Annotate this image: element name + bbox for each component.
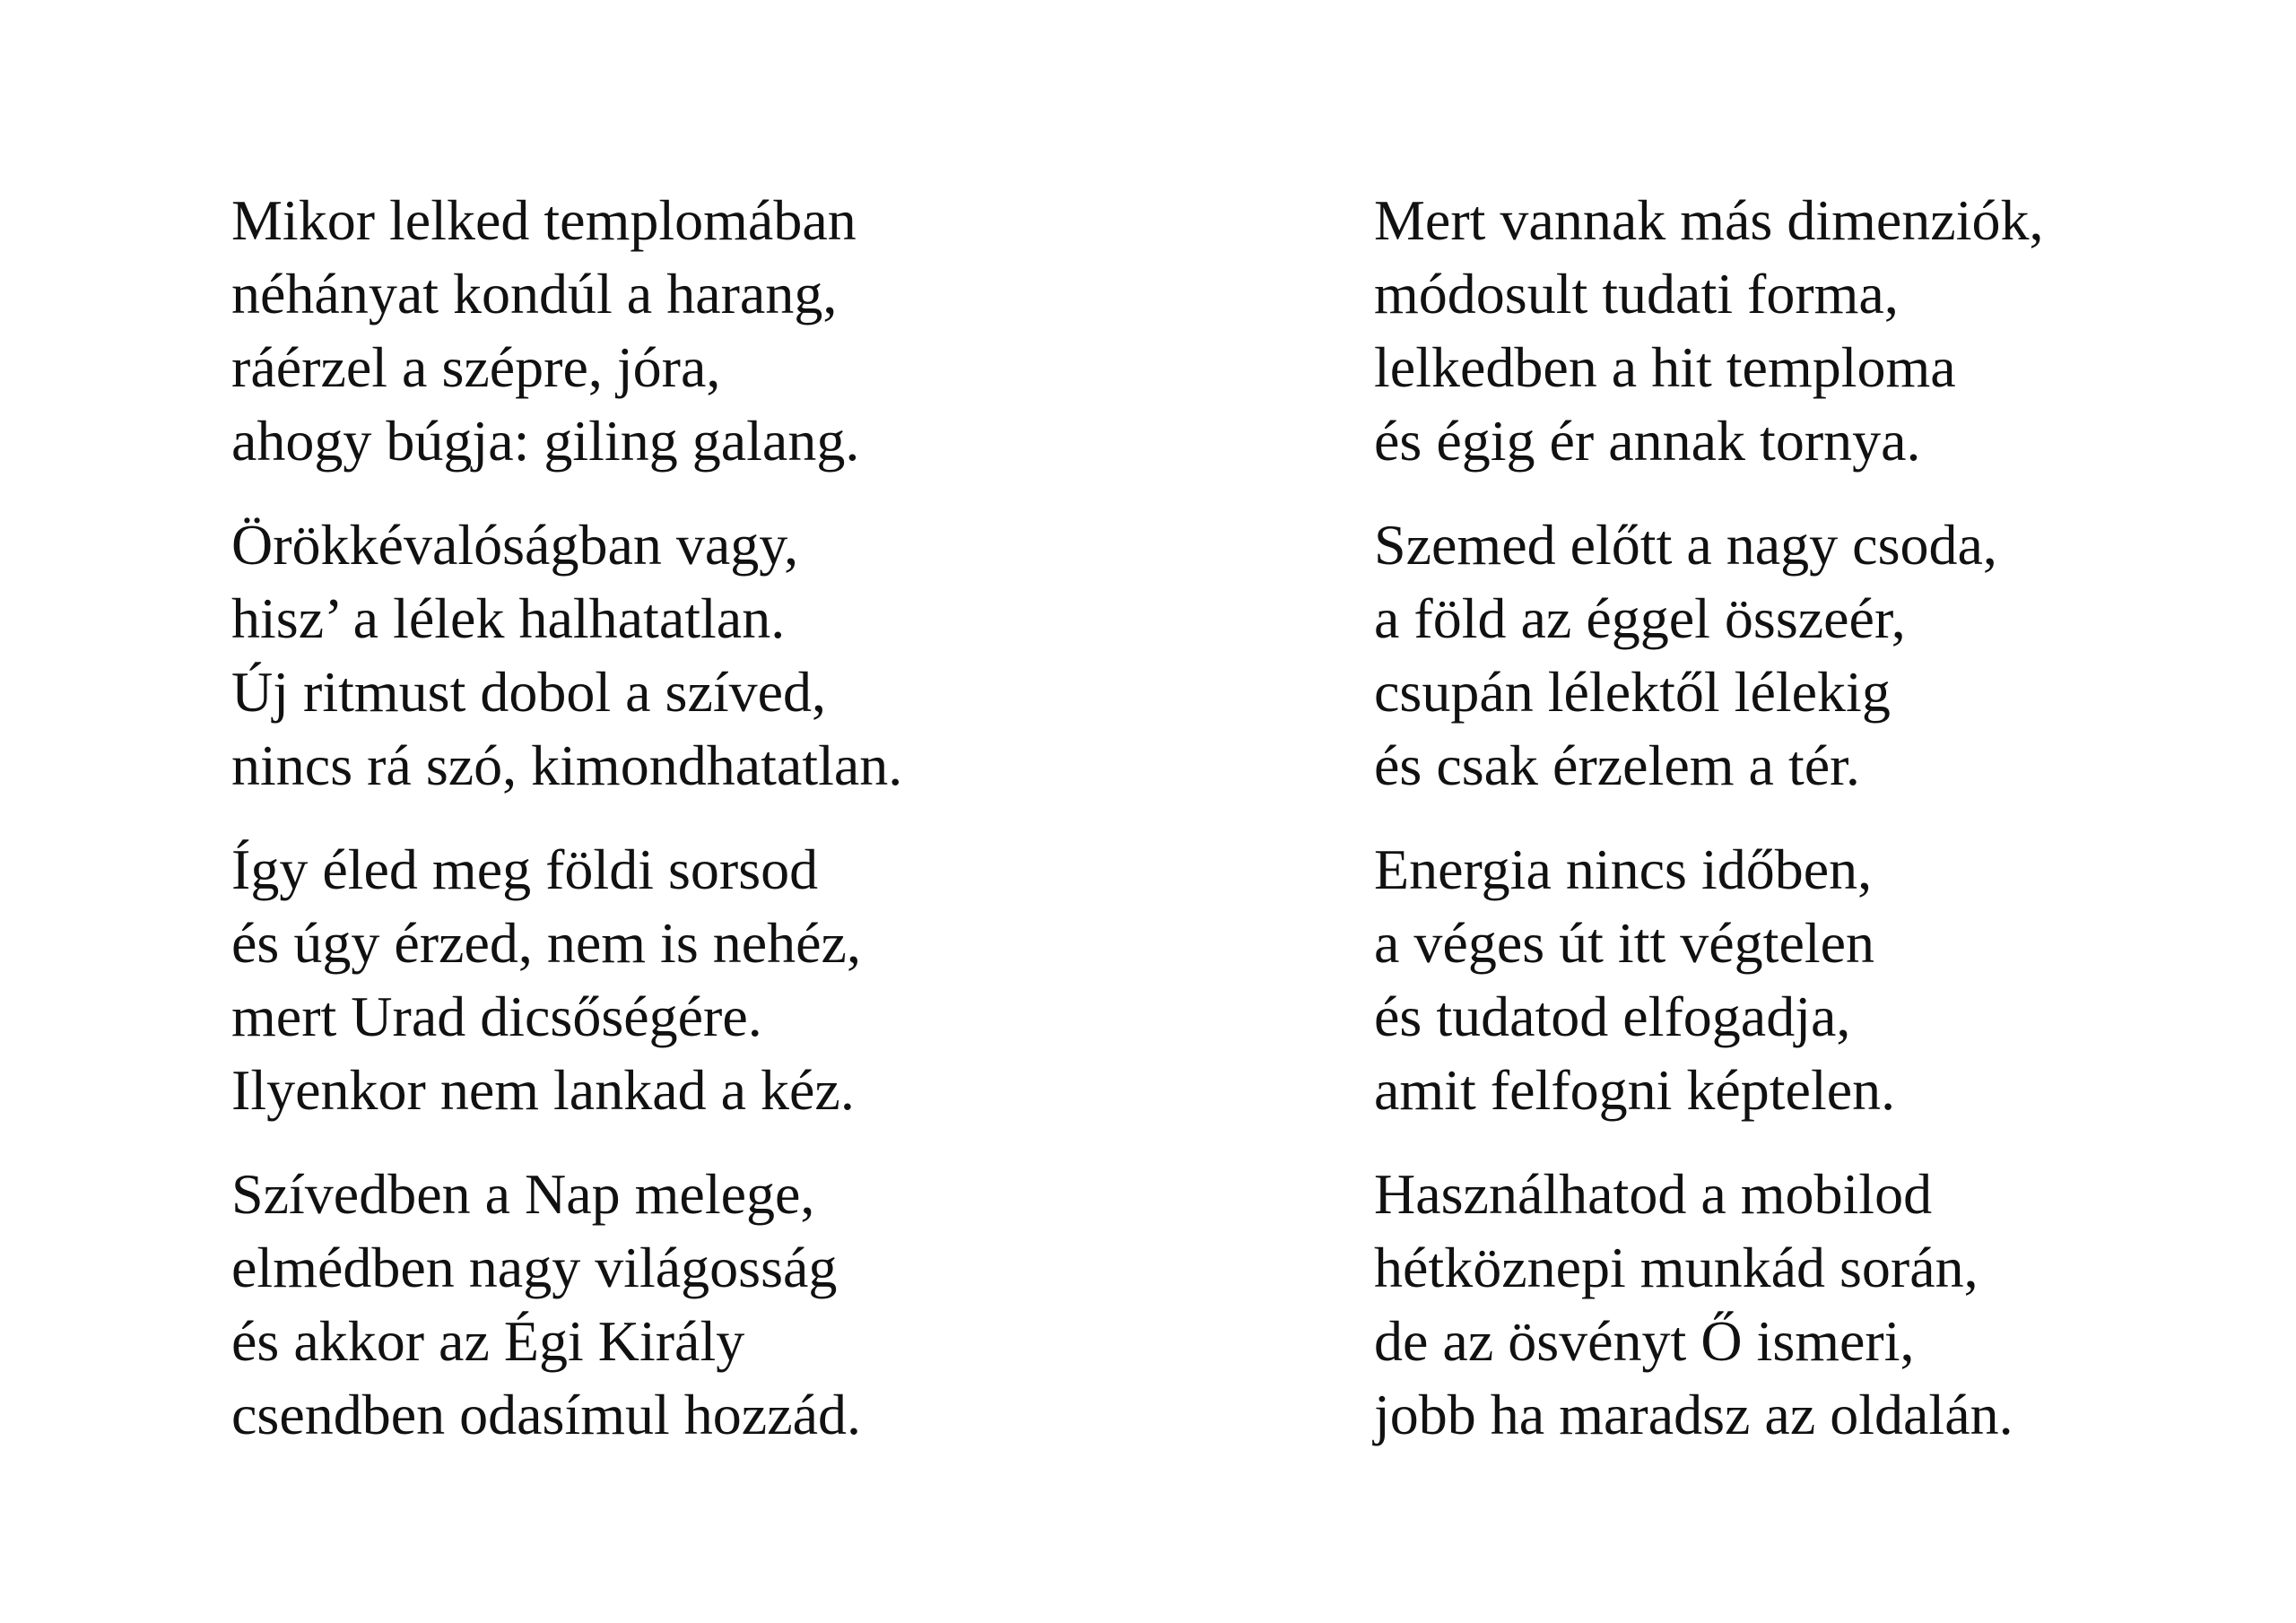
stanza-5 — [1374, 184, 2296, 478]
poem-line: ráérzel a szépre, jóra, — [231, 335, 721, 399]
poem-line: Örökkévalóságban vagy, — [231, 513, 799, 577]
poem-line: elmédben nagy világosság — [231, 1236, 838, 1299]
poem-line: Szívedben a Nap melege, — [231, 1162, 815, 1226]
poem-line: amit felfogni képtelen. — [1374, 1058, 1896, 1122]
poem-line: Mert vannak más dimenziók, — [1374, 188, 2044, 252]
stanza-8 — [1374, 1158, 2296, 1452]
poem-line: lelkedben a hit temploma — [1374, 335, 1956, 399]
poem-line: hétköznepi munkád során, — [1374, 1236, 1979, 1299]
poem-line: néhányat kondúl a harang, — [231, 262, 838, 325]
poem-line: a föld az éggel összeér, — [1374, 586, 1906, 650]
poem-line: Új ritmust dobol a szíved, — [231, 660, 827, 724]
poem-line: és tudatod elfogadja, — [1374, 985, 1851, 1048]
poem-line: Energia nincs időben, — [1374, 838, 1873, 901]
poem-line: nincs rá szó, kimondhatatlan. — [231, 733, 903, 797]
poem-line: és úgy érzed, nem is nehéz, — [231, 911, 861, 975]
poem-line: és égig ér annak tornya. — [1374, 409, 1921, 473]
stanza-3 — [231, 833, 1218, 1127]
poem-column-right — [1374, 184, 2296, 1482]
poem-line: módosult tudati forma, — [1374, 262, 1899, 325]
poem-line: és csak érzelem a tér. — [1374, 733, 1860, 797]
poem-line: hisz’ a lélek halhatatlan. — [231, 586, 786, 650]
stanza-1 — [231, 184, 1218, 478]
poem-line: és akkor az Égi Király — [231, 1309, 745, 1373]
poem-line: mert Urad dicsőségére. — [231, 985, 762, 1048]
poem-line: ahogy búgja: giling galang. — [231, 409, 860, 473]
poem-line: csupán lélektől lélekig — [1374, 660, 1891, 724]
poem-line: de az ösvényt Ő ismeri, — [1374, 1309, 1915, 1373]
stanza-6 — [1374, 508, 2296, 803]
poem-line: Így éled meg földi sorsod — [231, 838, 819, 901]
stanza-7 — [1374, 833, 2296, 1127]
poem-line: a véges út itt végtelen — [1374, 911, 1875, 975]
stanza-4 — [231, 1158, 1218, 1452]
poem-line: Szemed előtt a nagy csoda, — [1374, 513, 1997, 577]
poem-line: Használhatod a mobilod — [1374, 1162, 1933, 1226]
poem-line: Ilyenkor nem lankad a kéz. — [231, 1058, 855, 1122]
stanza-2 — [231, 508, 1218, 803]
poem-column-left — [231, 184, 1218, 1482]
poem-line: csendben odasímul hozzád. — [231, 1383, 861, 1446]
poem-line: Mikor lelked templomában — [231, 188, 857, 252]
poem-line: jobb ha maradsz az oldalán. — [1374, 1383, 2013, 1446]
